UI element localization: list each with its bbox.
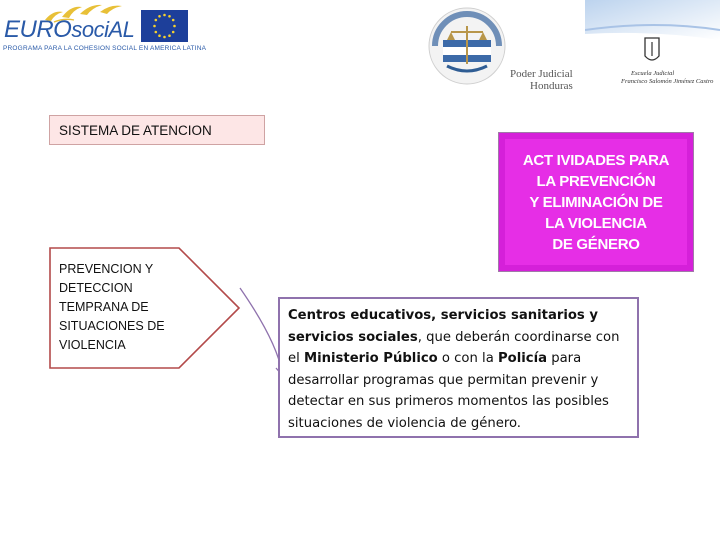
centros-bold-text: Centros educativos, servicios sanitarios y servicios sociales — [288, 308, 598, 345]
centros-text-part: , que deberán coordinarse con el — [288, 329, 620, 366]
escuela-judicial-text: Escuela Judicial Francisco Salomón Jiménez Castro — [621, 70, 714, 85]
judicial-seal-icon — [425, 0, 515, 100]
centros-educativos-box — [278, 297, 639, 438]
poder-judicial-text: Poder Judicial Honduras — [510, 68, 573, 92]
eurosocial-tagline: PROGRAMA PARA LA COHESION SOCIAL EN AMERICA LATINA — [3, 45, 207, 52]
sistema-de-atencion-label: SISTEMA DE ATENCION — [59, 122, 212, 138]
activities-title: ACT IVIDADES PARA LA PREVENCIÓN Y ELIMINACIÓN DE LA VIOLENCIA DE GÉNERO — [522, 151, 670, 253]
sistema-de-atencion-box — [49, 115, 265, 145]
centros-text-mid: o con la — [437, 351, 498, 366]
eu-flag-icon — [141, 10, 188, 42]
activities-banner — [498, 132, 694, 272]
escuela-judicial-logo — [585, 0, 720, 100]
activities-banner-inner — [505, 139, 687, 265]
eurosocial-wordmark: EUROsociAL — [4, 16, 135, 43]
eurosocial-logo — [0, 0, 207, 56]
poder-judicial-logo — [425, 0, 585, 100]
prevencion-text: PREVENCION Y DETECCION TEMPRANA DE SITUACIONES DE VIOLENCIA — [59, 262, 165, 352]
escuela-emblem-icon — [643, 36, 661, 66]
centros-text-end: para desarrollar programas que permitan prevenir y detectar en sus primeros momentos las posibles situaciones de violencia de género. — [288, 351, 609, 431]
policia-text: Policía — [498, 351, 548, 366]
ministerio-publico-text: Ministerio Público — [303, 351, 438, 366]
